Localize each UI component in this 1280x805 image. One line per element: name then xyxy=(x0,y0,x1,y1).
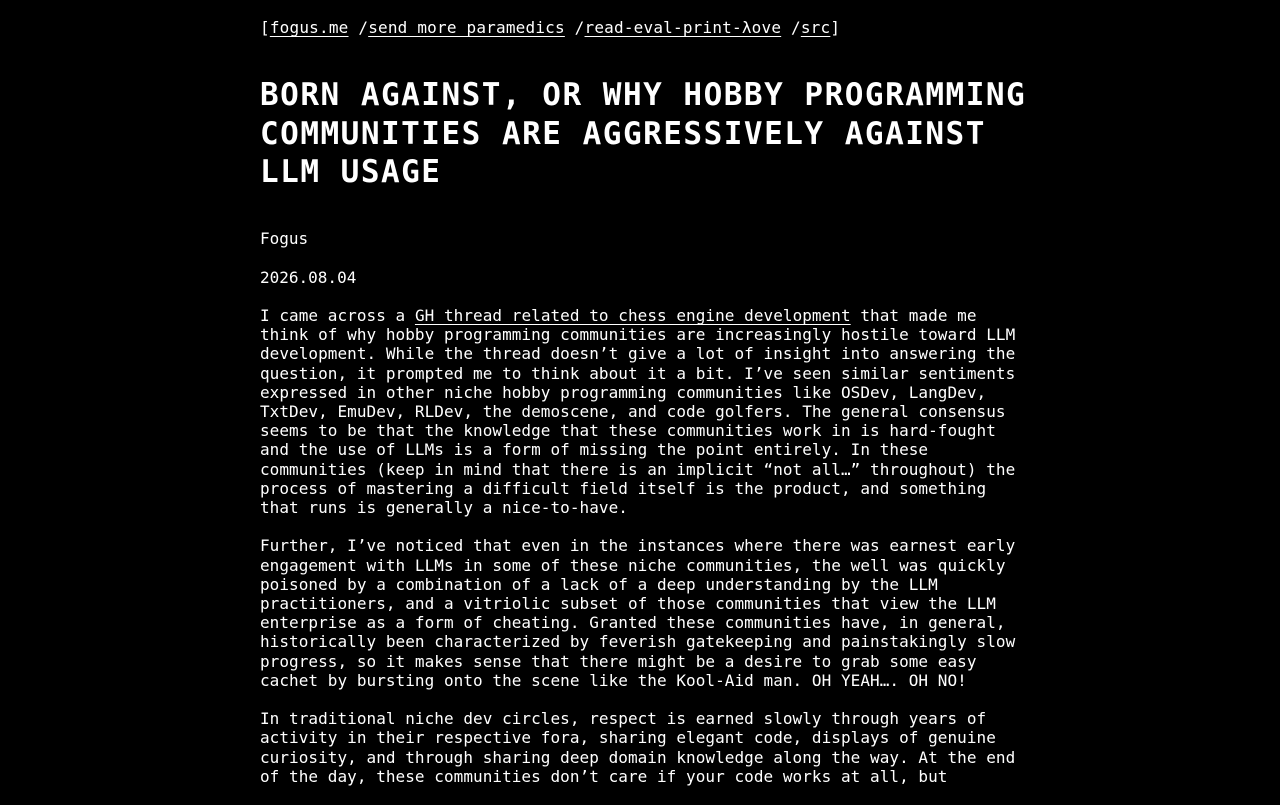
paragraph-1-intro: I came across a xyxy=(260,306,415,325)
breadcrumb-nav xyxy=(260,17,840,39)
article-body xyxy=(260,306,1030,805)
nav-open-bracket: [ xyxy=(260,18,270,37)
article-date: 2026.08.04 xyxy=(260,268,357,287)
nav-separator: / xyxy=(781,18,801,37)
gh-thread-link[interactable]: GH thread related to chess engine development xyxy=(414,306,851,325)
nav-link-send-more-paramedics[interactable]: send more paramedics xyxy=(368,18,565,37)
nav-link-src[interactable]: src xyxy=(800,18,831,37)
paragraph-3: In traditional niche dev circles, respect is earned slowly through years of activity in their respective fora, sharing elegant code, displays of genuine curiosity, and through sharing deep domain knowledge along the way. At the end of the day, these communities don’t care if your code works at all, but xyxy=(260,709,1016,786)
nav-close-bracket: ] xyxy=(830,18,841,37)
paragraph-2: Further, I’ve noticed that even in the instances where there was earnest early engagement with LLMs in some of these niche communities, the well was quickly poisoned by a combination of a lack of a deep understanding by the LLM practitioners, and a vitriolic subset of those communities that view the LLM enterprise as a form of cheating. Granted these communities have, in general, historically been characterized by feverish gatekeeping and painstakingly slow progress, so it makes sense that there might be a desire to grab some easy cachet by bursting onto the scene like the Kool-Aid man. OH YEAH…. OH NO! xyxy=(260,536,1016,690)
article-title: BORN AGAINST, OR WHY HOBBY PROGRAMMING COMMUNITIES ARE AGGRESSIVELY AGAINST LLM USAGE xyxy=(260,77,1027,190)
nav-link-home[interactable]: fogus.me xyxy=(269,18,349,37)
nav-separator: / xyxy=(564,18,585,37)
paragraph-1-text: that made me think of why hobby programming communities are increasingly hostile toward LLM development. While the thread doesn’t give a lot of insight into answering the question, it prompted me to think about it a bit. I’ve seen similar sentiments expressed in other niche hobby programming communities like OSDev, LangDev, TxtDev, EmuDev, RLDev, the demoscene, and code golfers. The general consensus seems to be that the knowledge that these communities work in is hard-fought and the use of LLMs is a form of missing the point entirely. In these communities (keep in mind that there is an implicit “not all…” throughout) the process of mastering a difficult field itself is the product, and something that runs is generally a nice-to-have. xyxy=(260,306,1016,518)
article-author: Fogus xyxy=(260,229,309,248)
nav-separator: / xyxy=(348,18,369,37)
nav-link-read-eval-print-love[interactable]: read-eval-print-λove xyxy=(584,18,782,37)
paragraph-1 xyxy=(260,306,1030,517)
